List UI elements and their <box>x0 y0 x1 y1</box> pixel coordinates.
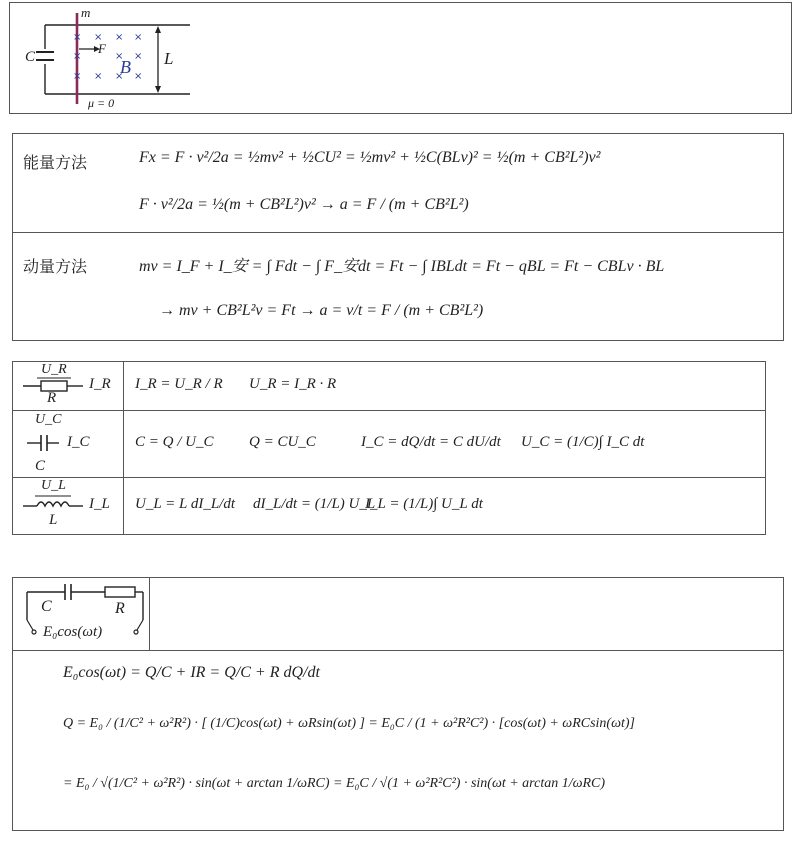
inductor-eq-3: I_L = (1/L)∫ U_L dt <box>365 496 483 512</box>
resistor-label: R <box>47 390 57 406</box>
friction-label: μ = 0 <box>88 96 115 110</box>
svg-text:×: × <box>73 51 82 62</box>
inductor-current-label: I_L <box>89 496 110 512</box>
svg-text:×: × <box>134 71 143 82</box>
rc-capacitor-label: C <box>41 598 52 615</box>
capacitor-eq-1: C = Q / U_C <box>135 434 214 450</box>
momentum-method-label: 动量方法 <box>23 257 88 276</box>
resistor-current-label: I_R <box>89 376 111 392</box>
capacitor-label-sym: C <box>35 458 46 474</box>
svg-text:×: × <box>73 32 82 43</box>
rc-equation-2: Q = E₀ / (1/C² + ω²R²) · [ (1/C)cos(ωt) + ωRsin(ωt) ] = E₀C / (1 + ω²R²C²) · [cos(ωt) + ωRCsin(ωt)] <box>63 716 635 731</box>
capacitor-eq-2: Q = CU_C <box>249 434 316 450</box>
capacitor-eq-3: I_C = dQ/dt = C dU/dt <box>361 434 501 450</box>
energy-equation-2: F · v²/2a = ½(m + CB²L²)v² → a = F / (m + CB²L²) <box>139 196 469 213</box>
capacitor-label: C <box>25 49 36 65</box>
capacitor-current-label: I_C <box>67 434 90 450</box>
svg-text:×: × <box>94 32 103 43</box>
rc-equation-1: E₀cos(ωt) = Q/C + IR = Q/C + R dQ/dt <box>63 664 320 681</box>
inductor-eq-2: dI_L/dt = (1/L) U_L <box>253 496 376 512</box>
svg-text:×: × <box>94 71 103 82</box>
svg-text:×: × <box>115 32 124 43</box>
force-label: F <box>98 41 106 56</box>
inductor-eq-1: U_L = L dI_L/dt <box>135 496 236 512</box>
field-label: B <box>120 57 131 77</box>
momentum-equation-1: mv = I_F + I_安 = ∫ Fdt − ∫ F_安dt = Ft − ∫ IBLdt = Ft − qBL = Ft − CBLv · BL <box>139 258 665 275</box>
svg-text:×: × <box>134 32 143 43</box>
length-label: L <box>164 49 174 68</box>
capacitor-voltage-label: U_C <box>35 412 62 427</box>
svg-text:×: × <box>115 51 124 62</box>
energy-method-label: 能量方法 <box>23 153 88 172</box>
momentum-equation-2: → mv + CB²L²v = Ft → a = v/t = F / (m + CB²L²) <box>159 302 484 319</box>
inductor-voltage-label: U_L <box>41 478 66 493</box>
capacitor-eq-4: U_C = (1/C)∫ I_C dt <box>521 434 645 450</box>
svg-text:×: × <box>115 71 124 82</box>
field-crosses <box>73 32 142 82</box>
rc-resistor-label: R <box>115 600 125 617</box>
resistor-eq-1: I_R = U_R / R <box>135 376 223 392</box>
resistor-eq-2: U_R = I_R · R <box>249 376 337 392</box>
svg-text:×: × <box>134 51 143 62</box>
inductor-label-sym: L <box>49 512 58 528</box>
component-relations-box <box>12 361 766 535</box>
methods-box <box>12 133 784 341</box>
rc-circuit-box <box>12 577 784 831</box>
rail-diagram <box>10 3 793 115</box>
rail-diagram-box <box>9 2 792 114</box>
rc-source-label: E₀cos(ωt) <box>43 624 103 640</box>
rod-label-m: m <box>81 5 91 20</box>
svg-text:×: × <box>73 71 82 82</box>
rc-equation-3: = E₀ / √(1/C² + ω²R²) · sin(ωt + arctan 1/ωRC) = E₀C / √(1 + ω²R²C²) · sin(ωt + arctan 1/ωRC) <box>63 776 606 791</box>
resistor-voltage-label: U_R <box>41 362 67 377</box>
energy-equation-1: Fx = F · v²/2a = ½mv² + ½CU² = ½mv² + ½C(BLv)² = ½(m + CB²L²)v² <box>139 149 601 166</box>
